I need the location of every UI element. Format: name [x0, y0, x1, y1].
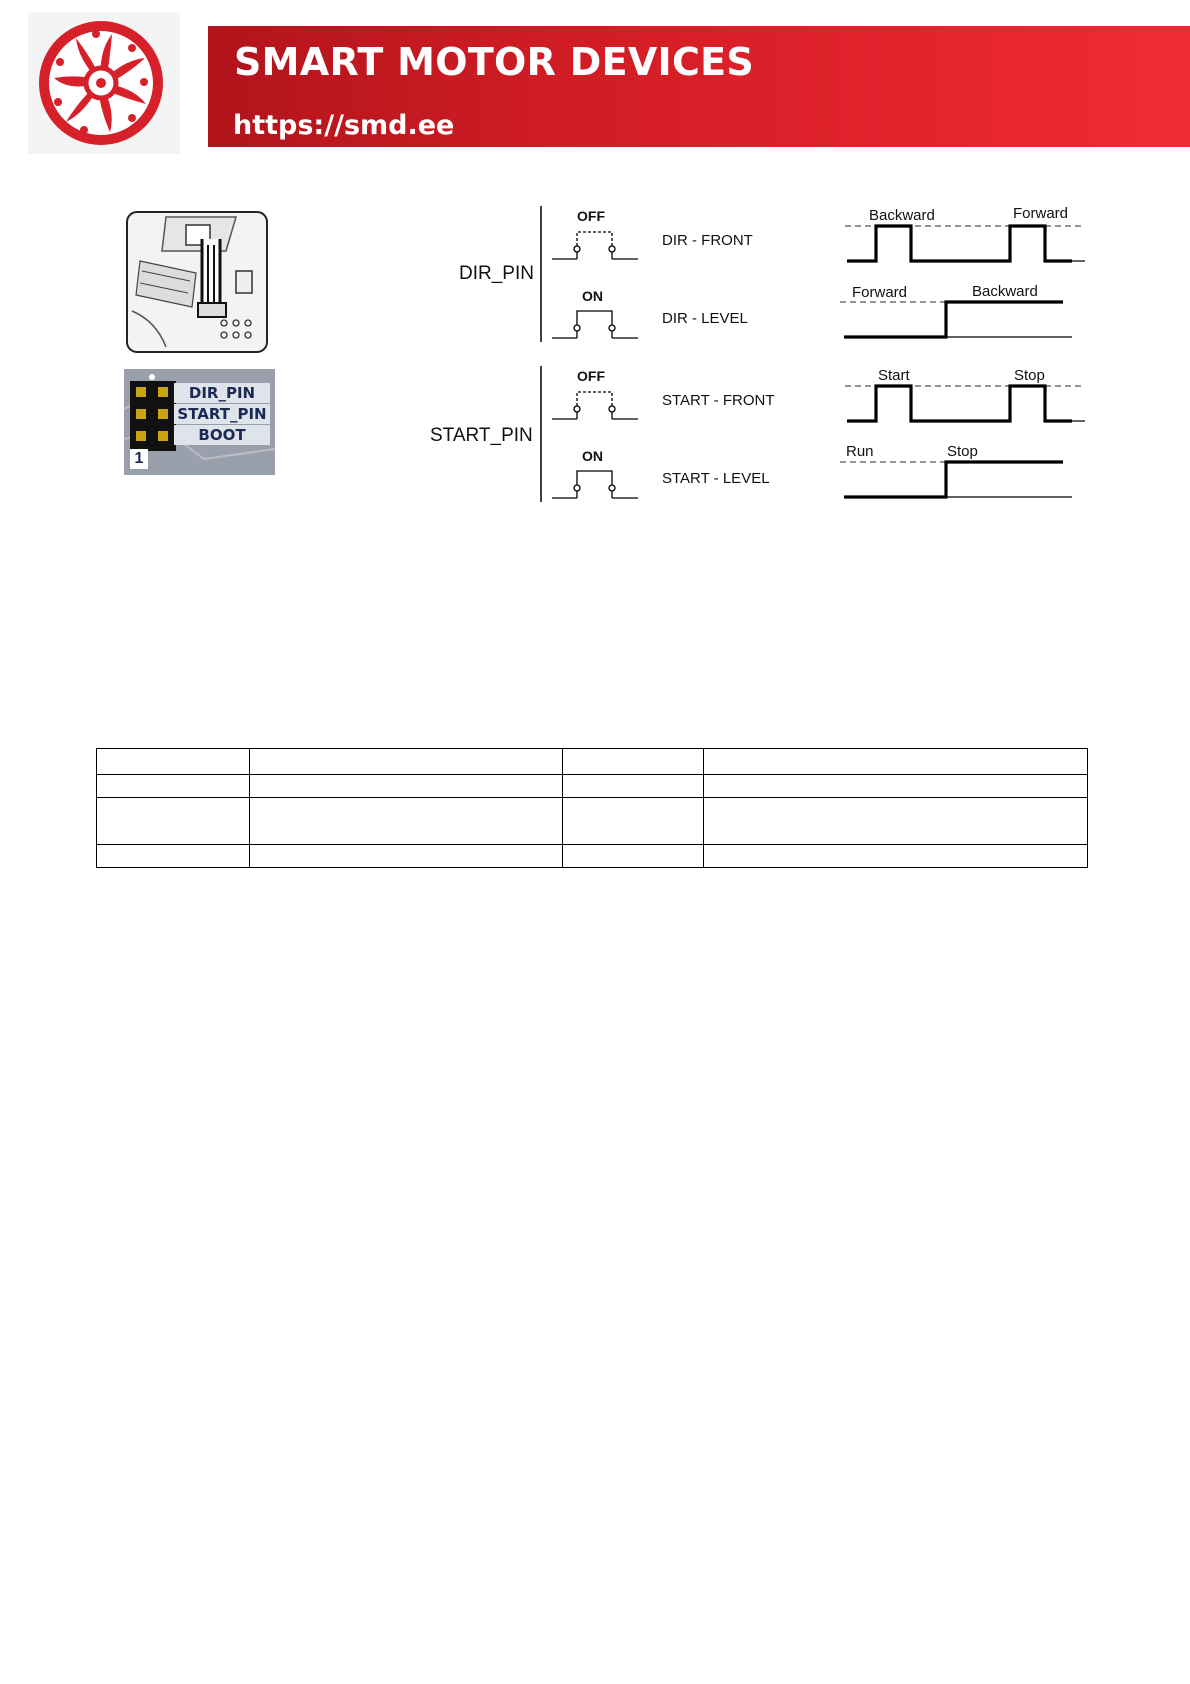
waveform-start-front	[845, 386, 1085, 421]
table-cell	[250, 845, 563, 868]
wave-label-backward: Backward	[869, 207, 935, 224]
switch-off-dir-icon	[552, 232, 638, 259]
switch-on-dir-icon	[552, 311, 638, 338]
switch-on-dir-label: ON	[582, 288, 603, 304]
pin-label-dir: DIR_PIN	[174, 383, 270, 403]
table-cell	[250, 749, 563, 775]
table-cell	[563, 798, 704, 845]
waveform-dir-front	[845, 226, 1085, 261]
switch-off-start-icon	[552, 392, 638, 419]
dir-pin-label: DIR_PIN	[459, 263, 534, 284]
table-cell	[97, 749, 250, 775]
wave-label-stop-level: Stop	[947, 443, 978, 460]
table-cell	[704, 749, 1088, 775]
mode-dir-level: DIR - LEVEL	[662, 310, 748, 327]
start-pin-label: START_PIN	[430, 425, 533, 446]
switch-on-start-label: ON	[582, 448, 603, 464]
wave-label-forward-level: Forward	[852, 284, 908, 301]
wave-label-stop: Stop	[1014, 367, 1045, 384]
mode-dir-front: DIR - FRONT	[662, 232, 753, 249]
table-cell	[97, 798, 250, 845]
table-cell	[97, 775, 250, 798]
pin-label-boot: BOOT	[174, 425, 270, 445]
jumper-mode-diagram	[0, 0, 1190, 520]
wave-label-start: Start	[878, 367, 910, 384]
table-cell	[563, 775, 704, 798]
company-name: SMART MOTOR DEVICES	[234, 40, 755, 84]
table-row	[97, 749, 1088, 775]
table-cell	[704, 798, 1088, 845]
mode-start-level: START - LEVEL	[662, 470, 770, 487]
table-cell	[704, 845, 1088, 868]
wave-label-backward-level: Backward	[972, 283, 1038, 300]
pin-label-start: START_PIN	[174, 404, 270, 424]
switch-off-dir-label: OFF	[577, 208, 605, 224]
pin-one-marker: 1	[130, 449, 148, 469]
table-row	[97, 775, 1088, 798]
table-row	[97, 845, 1088, 868]
switch-on-start-icon	[552, 471, 638, 498]
table-cell	[704, 775, 1088, 798]
table-cell	[563, 845, 704, 868]
switch-off-start-label: OFF	[577, 368, 605, 384]
settings-table	[96, 748, 1088, 868]
table-cell	[250, 775, 563, 798]
mode-start-front: START - FRONT	[662, 392, 775, 409]
wave-label-run: Run	[846, 443, 874, 460]
waveform-dir-level	[840, 302, 1072, 337]
waveform-start-level	[840, 462, 1072, 497]
table-cell	[563, 749, 704, 775]
table-row	[97, 798, 1088, 845]
table-cell	[97, 845, 250, 868]
table-cell	[250, 798, 563, 845]
wave-label-forward: Forward	[1013, 205, 1069, 222]
company-url[interactable]: https://smd.ee	[233, 110, 455, 141]
